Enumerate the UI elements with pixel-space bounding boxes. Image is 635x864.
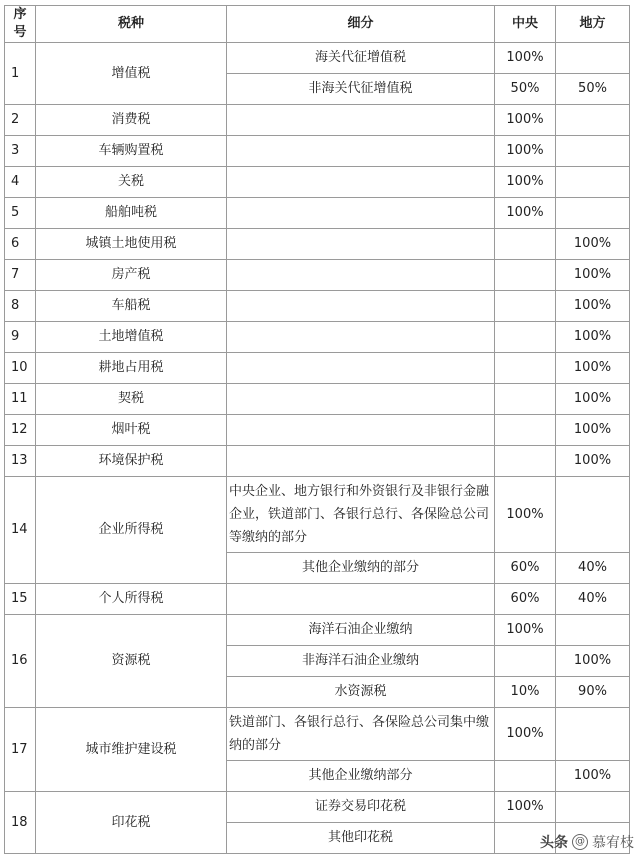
cell-no: 12: [5, 415, 36, 446]
cell-detail: [227, 353, 495, 384]
cell-local: 100%: [556, 446, 630, 477]
toutiao-logo: 头条: [540, 835, 568, 851]
cell-detail: [227, 136, 495, 167]
cell-central: [495, 353, 556, 384]
tax-allocation-table: [4, 5, 630, 854]
cell-local: 50%: [556, 74, 630, 105]
cell-local: 100%: [556, 291, 630, 322]
table-row: [5, 792, 630, 823]
table-row: [5, 105, 630, 136]
cell-tax: 烟叶税: [36, 415, 227, 446]
cell-tax: 企业所得税: [36, 477, 227, 584]
table-row: [5, 384, 630, 415]
cell-local: [556, 167, 630, 198]
cell-central: 100%: [495, 198, 556, 229]
cell-detail: [227, 384, 495, 415]
cell-central: 60%: [495, 553, 556, 584]
cell-detail: [227, 198, 495, 229]
table-body: [5, 43, 630, 854]
header-detail: 细分: [227, 6, 495, 43]
cell-tax: 契税: [36, 384, 227, 415]
cell-tax: 环境保护税: [36, 446, 227, 477]
cell-central: [495, 415, 556, 446]
cell-no: 3: [5, 136, 36, 167]
cell-tax: 个人所得税: [36, 584, 227, 615]
cell-local: 40%: [556, 553, 630, 584]
cell-tax: 印花税: [36, 792, 227, 854]
table-row: [5, 584, 630, 615]
cell-no: 6: [5, 229, 36, 260]
header-central: 中央: [495, 6, 556, 43]
table-row: [5, 708, 630, 761]
cell-central: 10%: [495, 677, 556, 708]
table-row: [5, 477, 630, 553]
table-row: [5, 353, 630, 384]
watermark-author: 慕宥枝: [592, 835, 634, 851]
cell-local: 100%: [556, 322, 630, 353]
cell-central: [495, 761, 556, 792]
cell-local: 100%: [556, 761, 630, 792]
cell-no: 11: [5, 384, 36, 415]
cell-local: [556, 708, 630, 761]
cell-no: 18: [5, 792, 36, 854]
cell-central: [495, 260, 556, 291]
cell-central: 60%: [495, 584, 556, 615]
at-icon: @: [572, 834, 588, 850]
cell-local: 100%: [556, 229, 630, 260]
cell-detail: [227, 415, 495, 446]
table-row: [5, 43, 630, 74]
cell-detail: 其他企业缴纳部分: [227, 761, 495, 792]
cell-central: 50%: [495, 74, 556, 105]
cell-no: 14: [5, 477, 36, 584]
table-row: [5, 291, 630, 322]
cell-local: [556, 477, 630, 553]
cell-detail: 铁道部门、各银行总行、各保险总公司集中缴纳的部分: [227, 708, 495, 761]
cell-detail: 其他印花税: [227, 823, 495, 854]
header-tax: 税种: [36, 6, 227, 43]
cell-central: 100%: [495, 136, 556, 167]
cell-local: [556, 105, 630, 136]
table-row: [5, 198, 630, 229]
watermark: [540, 832, 634, 852]
cell-tax: 增值税: [36, 43, 227, 105]
cell-central: [495, 446, 556, 477]
cell-local: 40%: [556, 584, 630, 615]
cell-central: [495, 291, 556, 322]
cell-tax: 车辆购置税: [36, 136, 227, 167]
cell-local: [556, 198, 630, 229]
table-row: [5, 260, 630, 291]
cell-local: [556, 792, 630, 823]
cell-no: 9: [5, 322, 36, 353]
cell-no: 5: [5, 198, 36, 229]
cell-central: 100%: [495, 615, 556, 646]
cell-detail: 中央企业、地方银行和外资银行及非银行金融企业，铁道部门、各银行总行、各保险总公司等缴纳的部分: [227, 477, 495, 553]
header-no: 序号: [5, 6, 36, 43]
cell-tax: 船舶吨税: [36, 198, 227, 229]
table-row: [5, 322, 630, 353]
table-row: [5, 136, 630, 167]
cell-no: 7: [5, 260, 36, 291]
cell-detail: [227, 260, 495, 291]
cell-detail: [227, 322, 495, 353]
cell-central: 100%: [495, 477, 556, 553]
cell-tax: 车船税: [36, 291, 227, 322]
table-row: [5, 167, 630, 198]
cell-detail: 非海洋石油企业缴纳: [227, 646, 495, 677]
cell-detail: 海洋石油企业缴纳: [227, 615, 495, 646]
cell-local: 90%: [556, 677, 630, 708]
cell-detail: [227, 291, 495, 322]
table-row: [5, 446, 630, 477]
cell-no: 10: [5, 353, 36, 384]
header-row: [5, 6, 630, 43]
cell-central: [495, 384, 556, 415]
cell-detail: [227, 584, 495, 615]
cell-central: [495, 646, 556, 677]
cell-central: 100%: [495, 43, 556, 74]
cell-detail: [227, 105, 495, 136]
cell-detail: [227, 229, 495, 260]
cell-no: 2: [5, 105, 36, 136]
cell-no: 15: [5, 584, 36, 615]
cell-detail: 证券交易印花税: [227, 792, 495, 823]
cell-no: 16: [5, 615, 36, 708]
cell-no: 1: [5, 43, 36, 105]
cell-tax: 房产税: [36, 260, 227, 291]
cell-tax: 城镇土地使用税: [36, 229, 227, 260]
cell-local: 100%: [556, 384, 630, 415]
cell-local: 100%: [556, 353, 630, 384]
cell-detail: [227, 167, 495, 198]
cell-tax: 消费税: [36, 105, 227, 136]
cell-detail: [227, 446, 495, 477]
cell-central: 100%: [495, 105, 556, 136]
cell-tax: 城市维护建设税: [36, 708, 227, 792]
cell-tax: 耕地占用税: [36, 353, 227, 384]
cell-local: 100%: [556, 646, 630, 677]
cell-central: 100%: [495, 792, 556, 823]
cell-local: 100%: [556, 260, 630, 291]
cell-local: [556, 43, 630, 74]
table-row: [5, 229, 630, 260]
cell-tax: 土地增值税: [36, 322, 227, 353]
cell-detail: 水资源税: [227, 677, 495, 708]
cell-local: [556, 136, 630, 167]
cell-no: 13: [5, 446, 36, 477]
cell-no: 4: [5, 167, 36, 198]
cell-central: 100%: [495, 167, 556, 198]
cell-detail: 非海关代征增值税: [227, 74, 495, 105]
cell-central: [495, 322, 556, 353]
cell-tax: 关税: [36, 167, 227, 198]
cell-local: [556, 615, 630, 646]
cell-central: [495, 229, 556, 260]
table-row: [5, 415, 630, 446]
cell-tax: 资源税: [36, 615, 227, 708]
table-row: [5, 615, 630, 646]
cell-local: 100%: [556, 415, 630, 446]
cell-detail: 海关代征增值税: [227, 43, 495, 74]
header-local: 地方: [556, 6, 630, 43]
cell-detail: 其他企业缴纳的部分: [227, 553, 495, 584]
cell-no: 17: [5, 708, 36, 792]
cell-no: 8: [5, 291, 36, 322]
cell-central: 100%: [495, 708, 556, 761]
